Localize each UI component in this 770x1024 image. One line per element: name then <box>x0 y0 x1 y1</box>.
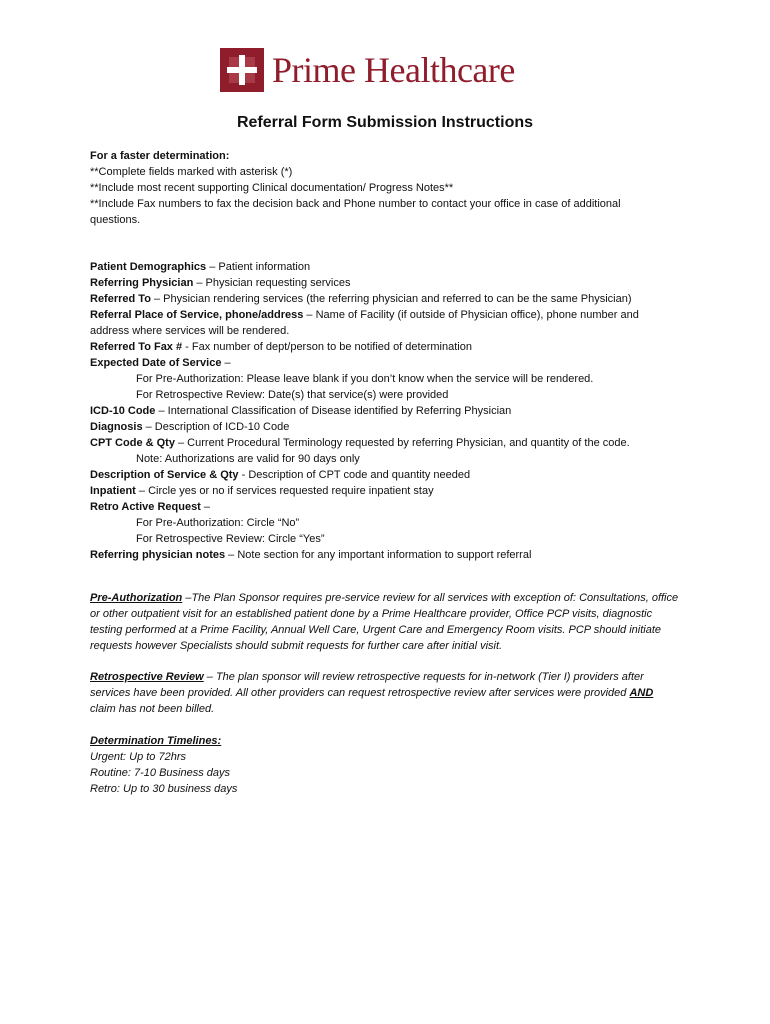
field-label: Referred To <box>90 293 151 305</box>
field-label: CPT Code & Qty <box>90 437 175 449</box>
preauth-text: –The Plan Sponsor requires pre-service review for all services with exception of: Consultations, office or other outpatient visit for an established patient done by a Prime Healthcare provider, Office PCP visits, diagnostic testing performed at a Prime Facility, Annual Well Care, Urgent Care and Emergency Room visits. PCP should initiate requests however Specialists should submit requests for further care after initial visit. <box>90 592 679 652</box>
timeline-routine: Routine: 7-10 Business days <box>90 767 231 779</box>
field-label: Referred To Fax # <box>90 341 183 353</box>
logo-cross-icon <box>220 48 264 92</box>
field-referred-to <box>90 291 670 307</box>
field-note: Note: Authorizations are valid for 90 days only <box>136 453 360 465</box>
field-inpatient <box>90 483 670 499</box>
field-desc: – Patient information <box>206 261 311 273</box>
preauth-section <box>90 590 680 654</box>
field-label: ICD-10 Code <box>90 405 156 417</box>
preauth-paragraph <box>90 590 680 654</box>
field-desc: – International Classification of Disease identified by Referring Physician <box>155 405 512 417</box>
retro-and: AND <box>629 687 654 699</box>
field-label: Referring Physician <box>90 277 194 289</box>
field-note: For Retrospective Review: Circle “Yes” <box>136 533 325 545</box>
prime-healthcare-logo <box>220 46 515 94</box>
field-desc: – Note section for any important information to support referral <box>225 549 532 561</box>
intro-section <box>90 148 670 228</box>
field-desc: – Circle yes or no if services requested require inpatient stay <box>135 485 434 497</box>
field-label: Referral Place of Service, phone/address <box>90 309 304 321</box>
timeline-retro: Retro: Up to 30 business days <box>90 783 238 795</box>
field-desc: - Fax number of dept/person to be notified of determination <box>182 341 472 353</box>
timelines-heading: Determination Timelines: <box>90 735 222 747</box>
field-icd10 <box>90 403 670 419</box>
field-expected-date <box>90 355 670 371</box>
preauth-label: Pre-Authorization <box>90 592 183 604</box>
field-note: For Retrospective Review: Date(s) that service(s) were provided <box>136 389 449 401</box>
retro-label: Retrospective Review <box>90 671 204 683</box>
field-demographics <box>90 259 670 275</box>
field-label: Diagnosis <box>90 421 143 433</box>
intro-line-2: **Include most recent supporting Clinical documentation/ Progress Notes** <box>90 182 454 194</box>
field-desc: – Description of ICD-10 Code <box>142 421 290 433</box>
field-desc: – <box>200 501 211 513</box>
field-note: For Pre-Authorization: Please leave blank if you don’t know when the service will be rendered. <box>136 373 594 385</box>
intro-line-1: **Complete fields marked with asterisk (*) <box>90 166 293 178</box>
page-title: Referral Form Submission Instructions <box>236 114 534 131</box>
intro-line-3: **Include Fax numbers to fax the decision back and Phone number to contact your office in case of additional questions. <box>90 198 621 226</box>
field-description <box>90 467 670 483</box>
field-definitions <box>90 259 670 563</box>
field-physician-notes <box>90 547 670 563</box>
field-desc: – Physician requesting services <box>193 277 351 289</box>
field-fax <box>90 339 670 355</box>
field-desc: – Current Procedural Terminology requested by referring Physician, and quantity of the code. <box>174 437 630 449</box>
field-cpt <box>90 435 670 451</box>
field-place-of-service <box>90 307 670 339</box>
retro-text: – The plan sponsor will review retrospective requests for in-network (Tier I) providers after services have been provided. All other providers can request retrospective review after services were provided <box>90 671 644 699</box>
field-label: Referring physician notes <box>90 549 226 561</box>
retro-section <box>90 669 680 717</box>
intro-heading: For a faster determination: <box>90 150 230 162</box>
field-desc: - Description of CPT code and quantity needed <box>238 469 471 481</box>
field-label: Patient Demographics <box>90 261 207 273</box>
logo-text: Prime Healthcare <box>272 50 515 90</box>
field-desc: – Name of Facility (if outside of Physician office), phone number and address where services will be rendered. <box>90 309 639 337</box>
field-label: Retro Active Request <box>90 501 201 513</box>
field-label: Inpatient <box>90 485 136 497</box>
field-desc: – Physician rendering services (the referring physician and referred to can be the same Physician) <box>150 293 632 305</box>
timelines-section <box>90 733 670 797</box>
field-diagnosis <box>90 419 670 435</box>
field-label: Description of Service & Qty <box>90 469 239 481</box>
field-retro-request <box>90 499 670 515</box>
field-note: For Pre-Authorization: Circle “No” <box>136 517 300 529</box>
timeline-urgent: Urgent: Up to 72hrs <box>90 751 186 763</box>
field-label: Expected Date of Service <box>90 357 222 369</box>
retro-text-end: claim has not been billed. <box>90 703 215 715</box>
field-referring-physician <box>90 275 670 291</box>
retro-paragraph <box>90 669 680 717</box>
field-desc: – <box>221 357 231 369</box>
